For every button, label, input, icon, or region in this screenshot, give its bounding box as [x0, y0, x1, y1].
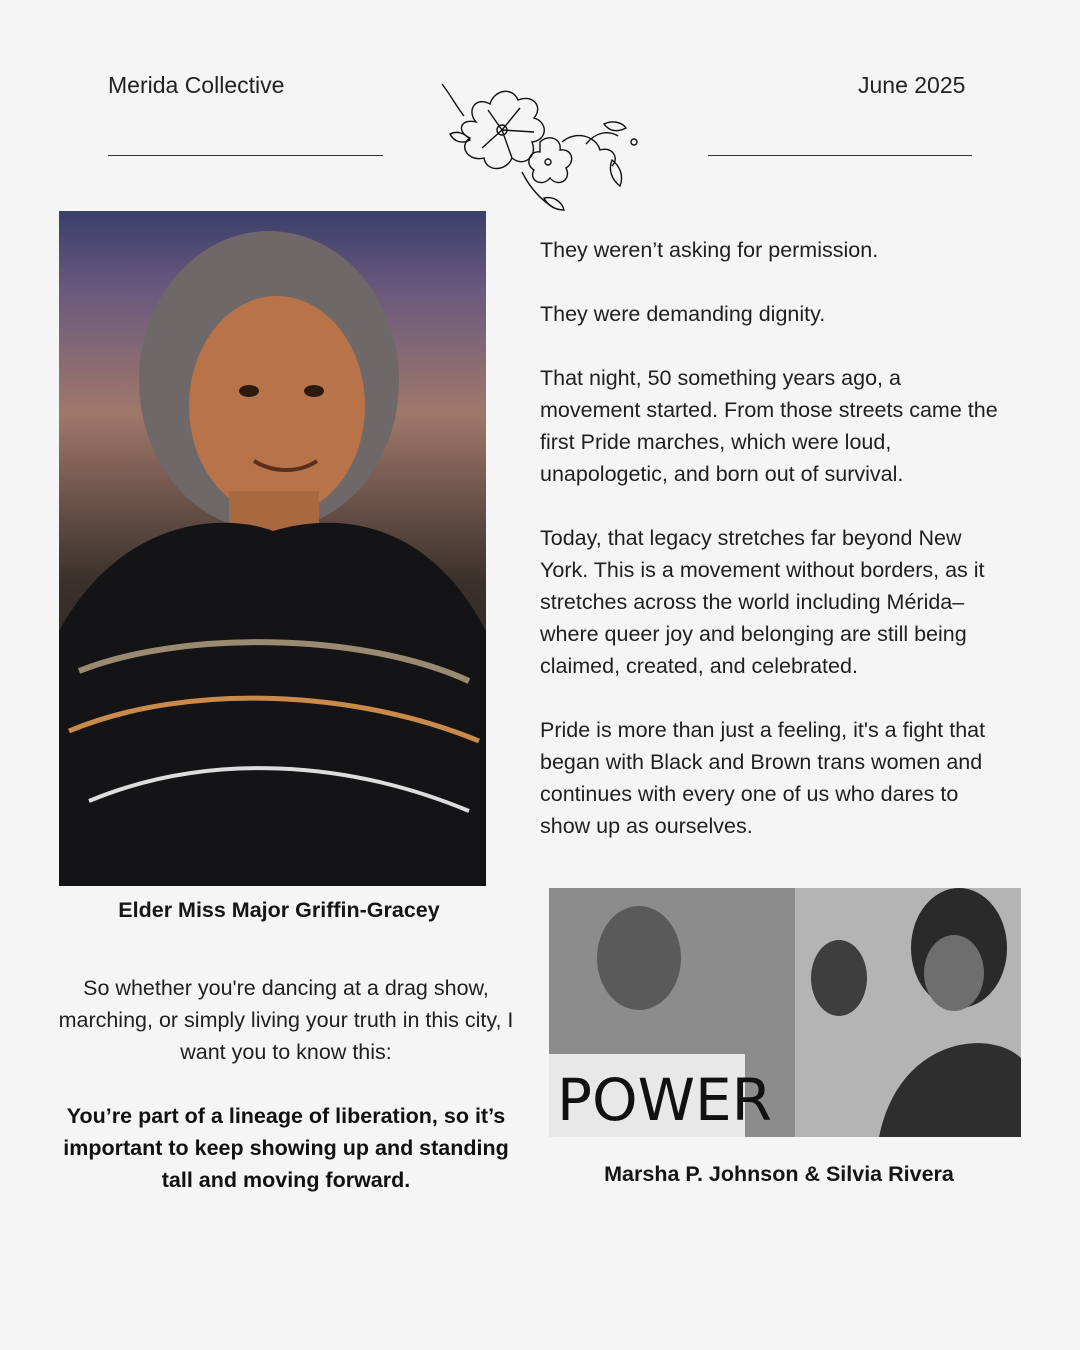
header-divider-left: [108, 155, 383, 156]
photo-miss-major: [59, 211, 486, 886]
body-paragraph-5: Pride is more than just a feeling, it's a fight that began with Black and Brown trans women and continues with every one of us who dares to show up as ourselves.: [540, 718, 986, 838]
body-paragraph-4: Today, that legacy stretches far beyond New York. This is a movement without borders, as it stretches across the world including Mérida– where queer joy and belonging are still being claimed, created, and celebrated.: [540, 526, 985, 678]
closing-emphasis: You’re part of a lineage of liberation, so it’s important to keep showing up and standing tall and moving forward.: [63, 1104, 509, 1192]
closing-message: [58, 972, 514, 1228]
body-paragraph-2: They were demanding dignity.: [540, 302, 826, 326]
body-paragraph-3: That night, 50 something years ago, a movement started. From those streets came the first Pride marches, which were loud, unapologetic, and born out of survival.: [540, 366, 998, 486]
body-paragraph-1: They weren’t asking for permission.: [540, 238, 879, 262]
photo-caption-miss-major: Elder Miss Major Griffin-Gracey: [118, 898, 440, 922]
closing-paragraph: So whether you're dancing at a drag show, marching, or simply living your truth in this city, I want you to know this:: [58, 976, 514, 1064]
hibiscus-flower-icon: [436, 80, 642, 212]
protest-photo-illustration: [549, 888, 1021, 1137]
issue-date: June 2025: [858, 72, 966, 98]
photo-caption-marsha-silvia: Marsha P. Johnson & Silvia Rivera: [604, 1162, 954, 1186]
power-sign-text: POWER: [557, 1066, 772, 1134]
header-divider-right: [708, 155, 972, 156]
photo-marsha-and-silvia: [549, 888, 1021, 1137]
brand-name: Merida Collective: [108, 72, 285, 98]
article-body: [540, 234, 1000, 874]
portrait-illustration: [59, 211, 486, 886]
